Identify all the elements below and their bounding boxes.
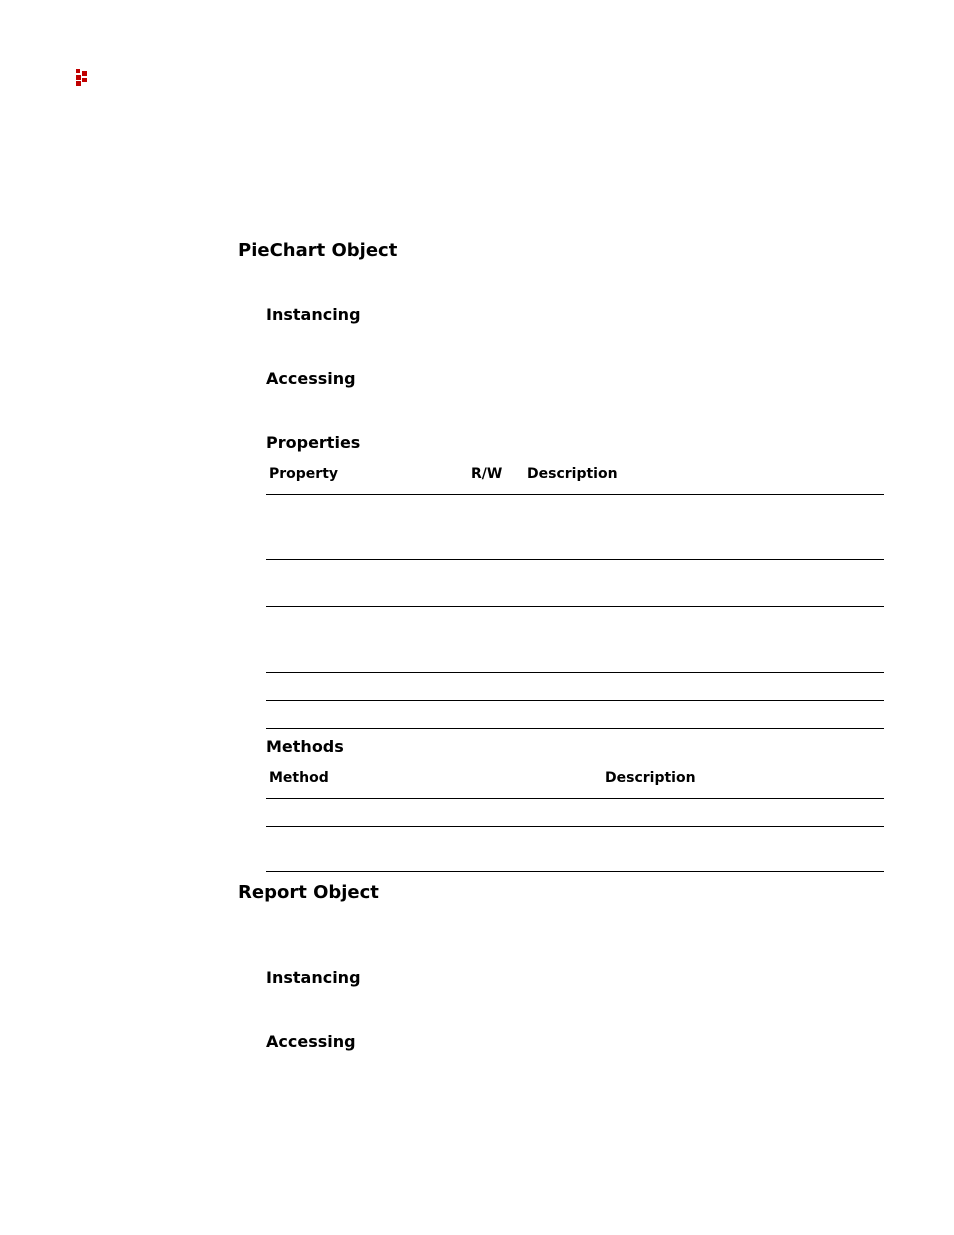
table-header-divider — [266, 798, 884, 799]
subsection-accessing: Accessing — [266, 369, 356, 388]
subsection-instancing: Instancing — [266, 305, 361, 324]
column-header-method: Method — [269, 770, 329, 786]
section-title-piechart-object: PieChart Object — [238, 240, 398, 261]
table-row-divider — [266, 700, 884, 701]
column-header-description: Description — [605, 770, 696, 786]
column-header-description: Description — [527, 466, 618, 482]
subsection-accessing: Accessing — [266, 1032, 356, 1051]
table-row-divider — [266, 826, 884, 827]
grid-logo-icon — [76, 69, 90, 87]
subsection-instancing: Instancing — [266, 968, 361, 987]
table-header-divider — [266, 494, 884, 495]
table-row-divider — [266, 871, 884, 872]
table-row-divider — [266, 606, 884, 607]
table-row-divider — [266, 672, 884, 673]
section-title-report-object: Report Object — [238, 882, 379, 903]
table-row-divider — [266, 728, 884, 729]
subsection-methods: Methods — [266, 737, 344, 756]
column-header-rw: R/W — [471, 466, 503, 482]
table-row-divider — [266, 559, 884, 560]
column-header-property: Property — [269, 466, 339, 482]
subsection-properties: Properties — [266, 433, 361, 452]
